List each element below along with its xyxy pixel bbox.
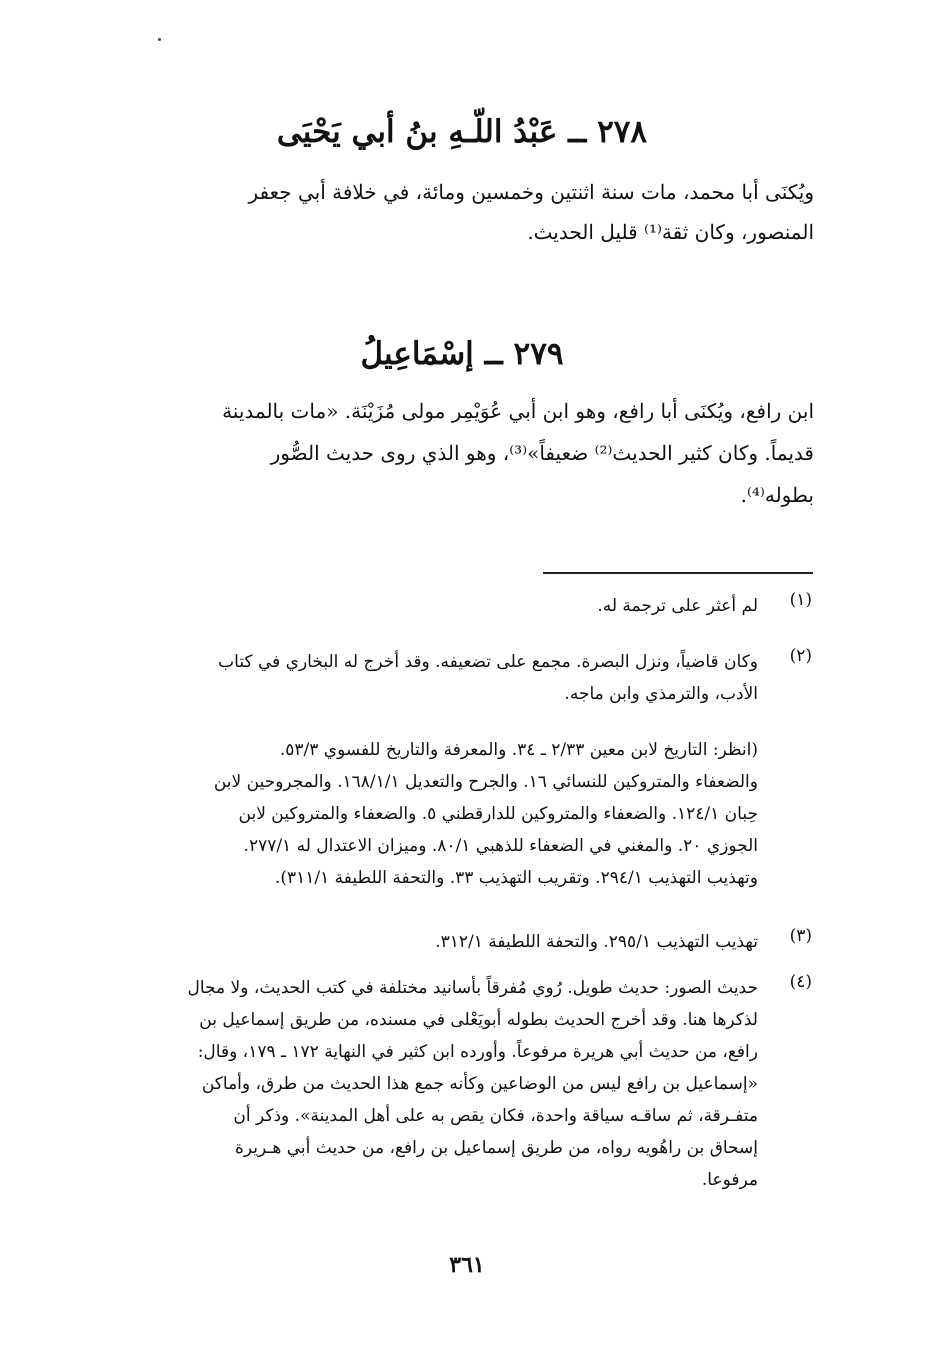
- entry-title-279: ٢٧٩ ــ إسْمَاعِيلُ: [360, 336, 564, 372]
- footnote-text: [112, 646, 758, 710]
- footnote-line: الجوزي ٢٠. والمغني في الضعفاء للذهبي ٨٠/١. وميزان الاعتدال له ٢٧٧/١.: [243, 836, 758, 856]
- footnote-line: إسحاق بن راهُويه رواه، من طريق إسماعيل بن رافع، من حديث أبي هـريرة: [234, 1138, 758, 1158]
- entry-body-278: [110, 172, 814, 252]
- footnote-text: [112, 734, 758, 894]
- footnote-text: [112, 926, 758, 958]
- footnote-line: «إسماعيل بن رافع ليس من الوضاعين وكأنه جمع هذا الحديث من طرق، وأماكن: [201, 1074, 758, 1094]
- footnote-line: لذكرها هنا. وقد أخرج الحديث بطوله أبويَعْلى في مسنده، من طريق إسماعيل بن: [199, 1010, 758, 1030]
- body-line: بطوله⁽⁴⁾.: [740, 483, 814, 507]
- footnote-line: تهذيب التهذيب ٢٩٥/١. والتحفة اللطيفة ٣١٢/١.: [435, 932, 758, 952]
- footnote-line: (انظر: التاريخ لابن معين ٢/٣٣ ـ ٣٤. والمعرفة والتاريخ للفسوي ٥٣/٣.: [279, 740, 758, 760]
- footnote-line: وكان قاضياً، ونزل البصرة. مجمع على تضعيفه. وقد أخرج له البخاري في كتاب: [218, 652, 758, 672]
- footnote-separator: [543, 572, 813, 574]
- footnote-number: (٣): [789, 926, 812, 946]
- footnote-line: مرفوعا.: [701, 1170, 758, 1190]
- body-line: المنصور، وكان ثقة⁽¹⁾ قليل الحديث.: [527, 220, 814, 244]
- body-line: ويُكنَى أبا محمد، مات سنة اثنتين وخمسين ومائة، في خلافة أبي جعفر: [248, 180, 814, 204]
- footnote-line: حِبان ١٢٤/١. والضعفاء والمتروكين للدارقطني ٥. والضعفاء والمتروكين لابن: [238, 804, 758, 824]
- footnote-number: (٤): [789, 972, 812, 992]
- footnote-text: [112, 972, 758, 1196]
- entry-body-279: [110, 390, 814, 516]
- footnote-line: حديث الصور: حديث طويل. رُوي مُفرقاً بأسانيد مختلفة في كتب الحديث، ولا مجال: [187, 978, 758, 998]
- footnote-line: وتهذيب التهذيب ٢٩٤/١. وتقريب التهذيب ٣٣. والتحفة اللطيفة ٣١١/١).: [274, 868, 758, 888]
- footnote-line: لم أعثر على ترجمة له.: [597, 596, 758, 616]
- body-line: قديماً. وكان كثير الحديث⁽²⁾ ضعيفاً»⁽³⁾، وهو الذي روى حديث الصُّور: [270, 441, 814, 465]
- body-line: ابن رافع، ويُكنَى أبا رافع، وهو ابن أبي عُوَيْمِر مولى مُزَيْنَة. «مات بالمدينة: [222, 399, 814, 423]
- footnote-line: والضعفاء والمتروكين للنسائي ١٦. والجرح والتعديل ١٦٨/١/١. والمجروحين لابن: [213, 772, 758, 792]
- page-number: ٣٦١: [449, 1252, 485, 1278]
- footnote-line: متفـرقة، ثم ساقـه سياقة واحدة، فكان يقص به على أهل المدينة». وذكر أن: [233, 1106, 758, 1126]
- footnote-text: [112, 590, 758, 622]
- footnote-line: رافع، من حديث أبي هريرة مرفوعاً. وأورده ابن كثير في النهاية ١٧٢ ـ ١٧٩، وقال:: [197, 1042, 758, 1062]
- footnote-line: الأدب، والترمذي وابن ماجه.: [564, 684, 758, 704]
- footnote-number: (٢): [789, 646, 812, 666]
- print-speck: [158, 38, 161, 41]
- entry-title-278: ٢٧٨ ــ عَبْدُ اللّـهِ بنُ أبي يَحْيَى: [276, 114, 648, 150]
- footnote-number: (١): [789, 590, 812, 610]
